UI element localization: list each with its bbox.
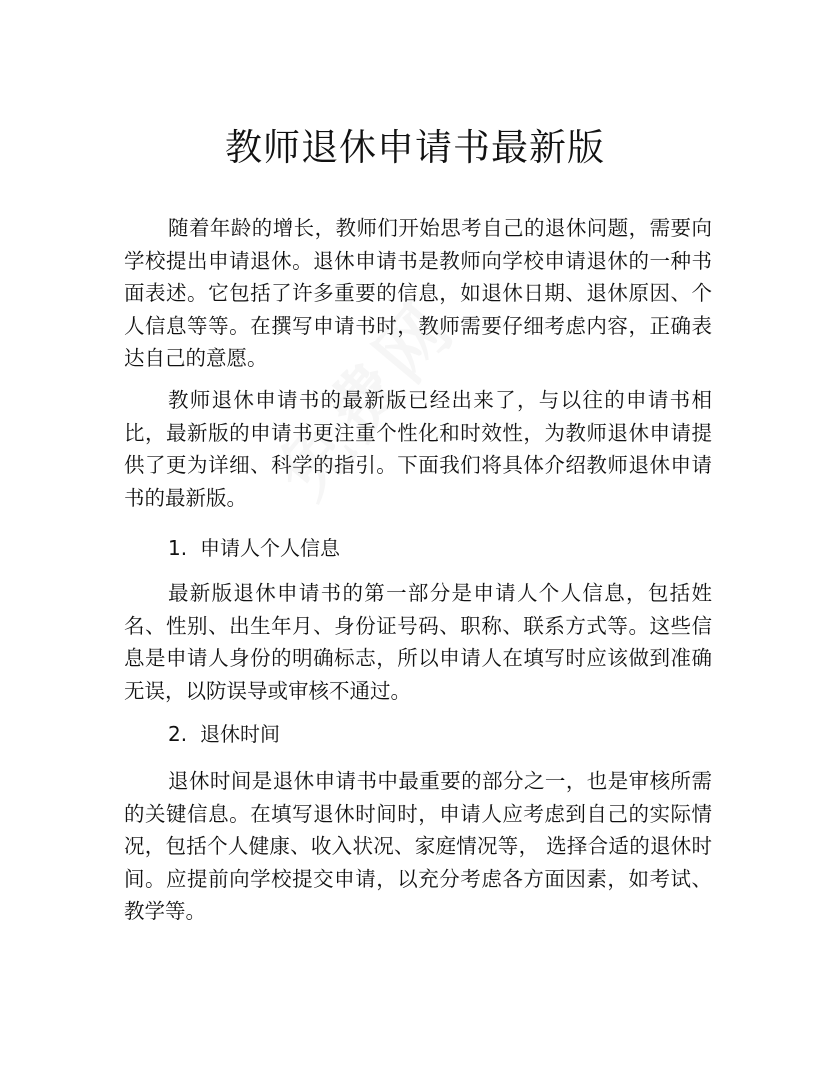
section-body-personal-info: 最新版退休申请书的第一部分是申请人个人信息，包括姓名、性别、出生年月、身份证号码、职称、联系方式等。这些信息是申请人身份的明确标志，所以申请人在填写时应该做到准确无误，以防误导或审核不通过。 [124, 581, 712, 703]
section-heading-text: 申请人个人信息 [200, 536, 340, 560]
section-number: 2. [168, 722, 188, 746]
section-number: 1. [168, 536, 188, 560]
section-heading-retirement-time [168, 719, 280, 749]
section-heading-text: 退休时间 [200, 722, 280, 746]
intro-paragraph-2: 教师退休申请书的最新版已经出来了，与以往的申请书相比，最新版的申请书更注重个性化和时效性，为教师退休申请提供了更为详细、科学的指引。下面我们将具体介绍教师退休申请书的最新版。 [124, 388, 712, 510]
section-heading-personal-info [168, 533, 340, 563]
section-body-retirement-time: 退休时间是退休申请书中最重要的部分之一，也是审核所需的关键信息。在填写退休时间时，申请人应考虑到自己的实际情况，包括个人健康、收入状况、家庭情况等， 选择合适的退休时间。应提前向学校提交申请，以充分考虑各方面因素，如考试、教学等。 [124, 769, 712, 923]
intro-paragraph-1: 随着年龄的增长，教师们开始思考自己的退休问题，需要向学校提出申请退休。退休申请书是教师向学校申请退休的一种书面表述。它包括了许多重要的信息，如退休日期、退休原因、个人信息等等。在撰写申请书时，教师需要仔细考虑内容，正确表达自己的意愿。 [124, 216, 712, 370]
page-title: 教师退休申请书最新版 [225, 126, 605, 169]
